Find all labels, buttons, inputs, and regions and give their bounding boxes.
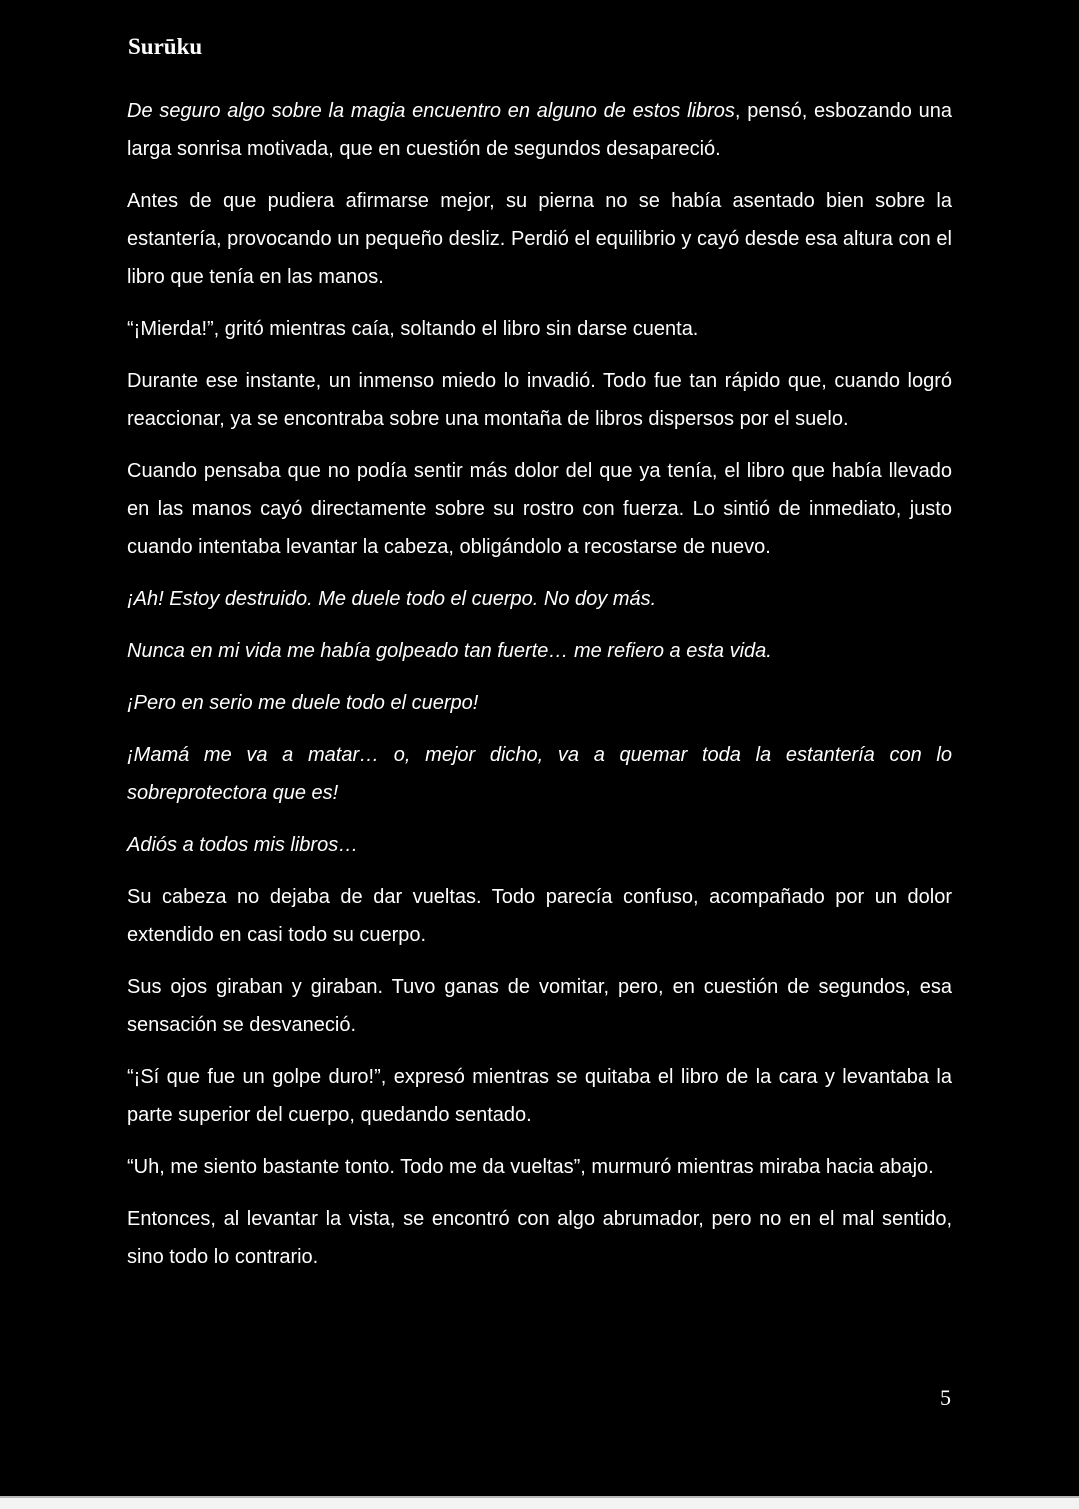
dialogue-paragraph: “¡Sí que fue un golpe duro!”, expresó mientras se quitaba el libro de la cara y levantaba la parte superior del cuerpo, quedando sentado.: [127, 1066, 952, 1126]
inner-thought-text: De seguro algo sobre la magia encuentro en alguno de estos libros: [127, 100, 735, 122]
paragraph: Antes de que pudiera afirmarse mejor, su pierna no se había asentado bien sobre la estantería, provocando un pequeño desliz. Perdió el equilibrio y cayó desde esa altura con el libro que tenía en las manos.: [127, 190, 952, 288]
paragraph: Entonces, al levantar la vista, se encontró con algo abrumador, pero no en el mal sentido, sino todo lo contrario.: [127, 1208, 952, 1268]
page-body: [127, 92, 952, 1290]
inner-thought-paragraph: ¡Pero en serio me duele todo el cuerpo!: [127, 692, 479, 714]
page-number: 5: [940, 1385, 951, 1410]
paragraph: Durante ese instante, un inmenso miedo lo invadió. Todo fue tan rápido que, cuando logró reaccionar, ya se encontraba sobre una montaña de libros dispersos por el suelo.: [127, 370, 952, 430]
narration-text: , pensó, esbozando una larga sonrisa motivada, que en cuestión de segundos desapareció.: [127, 100, 952, 160]
inner-thought-paragraph: ¡Mamá me va a matar… o, mejor dicho, va a quemar toda la estantería con lo sobreprotectora que es!: [127, 744, 952, 804]
paragraph: Sus ojos giraban y giraban. Tuvo ganas de vomitar, pero, en cuestión de segundos, esa sensación se desvaneció.: [127, 976, 952, 1036]
inner-thought-paragraph: Nunca en mi vida me había golpeado tan fuerte… me refiero a esta vida.: [127, 640, 772, 662]
inner-thought-paragraph: Adiós a todos mis libros…: [127, 834, 359, 856]
paragraph: Cuando pensaba que no podía sentir más dolor del que ya tenía, el libro que había llevado en las manos cayó directamente sobre su rostro con fuerza. Lo sintió de inmediato, justo cuando intentaba levantar la cabeza, obligándolo a recostarse de nuevo.: [127, 460, 952, 558]
dialogue-paragraph: “Uh, me siento bastante tonto. Todo me da vueltas”, murmuró mientras miraba hacia abajo.: [127, 1156, 934, 1178]
paragraph: [127, 92, 952, 168]
paragraph: Su cabeza no dejaba de dar vueltas. Todo parecía confuso, acompañado por un dolor extendido en casi todo su cuerpo.: [127, 886, 952, 946]
dialogue-paragraph: “¡Mierda!”, gritó mientras caía, soltando el libro sin darse cuenta.: [127, 318, 699, 340]
running-header-title: Surūku: [128, 34, 203, 59]
inner-thought-paragraph: ¡Ah! Estoy destruido. Me duele todo el cuerpo. No doy más.: [127, 588, 657, 610]
